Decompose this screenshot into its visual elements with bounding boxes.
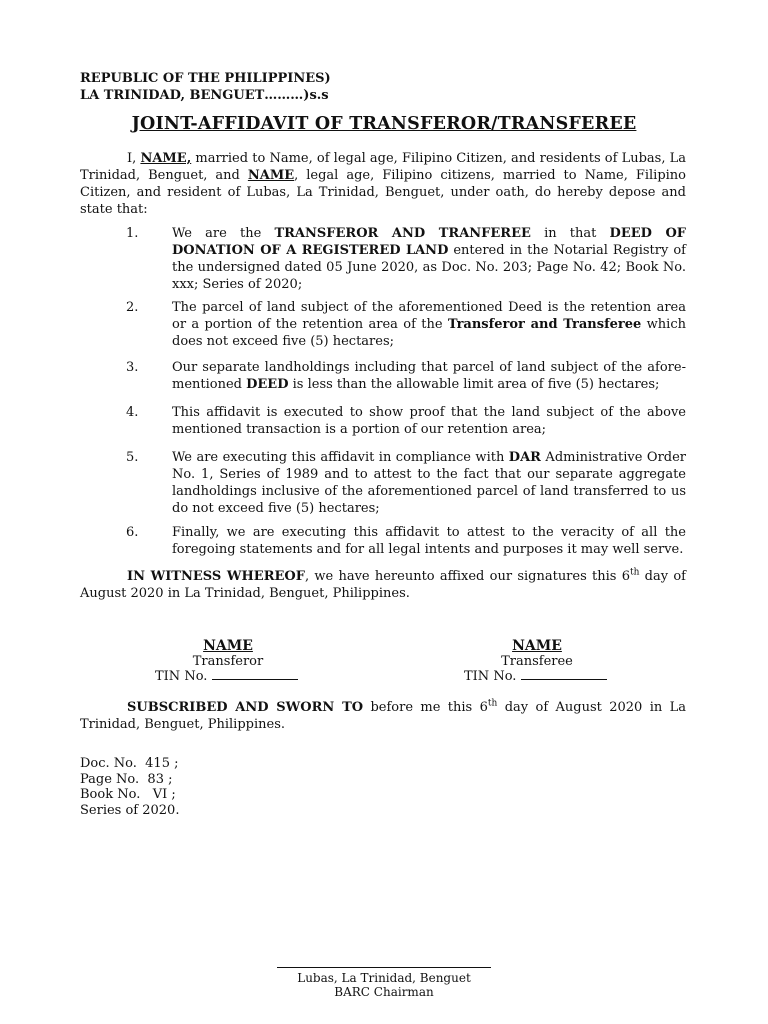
item-number: 1. xyxy=(126,226,139,241)
affiant-name-1: NAME, xyxy=(140,151,192,166)
witness-text-1: , we have hereunto affixed our signatures this 6 xyxy=(304,569,630,584)
jurat-text-2: day of August 2020 in La Trinidad, Benguet, Philippines. xyxy=(80,700,687,732)
transferor-tin xyxy=(155,669,298,684)
item-text-part: entered in the Notarial Registry of the undersigned dated 05 June 2020, as Doc. No. 203; Page No. 42; Book No. xxx; Series of 2020; xyxy=(172,243,686,292)
transferor-signature-block xyxy=(178,638,278,670)
registry-page-no: Page No. 83 ; xyxy=(80,771,173,787)
item-text xyxy=(172,449,686,517)
jurat-bold: SUBSCRIBED AND SWORN TO xyxy=(127,700,364,715)
item-bold-text: TRANSFEROR AND TRANFEREE xyxy=(274,226,531,241)
jurat-ordinal: th xyxy=(487,698,498,709)
affiant-name-2: NAME xyxy=(247,168,295,183)
barc-chairman-signature-block xyxy=(277,967,491,999)
item-text-part: in that xyxy=(530,226,610,241)
list-item-2 xyxy=(80,299,686,350)
transferee-signature-block xyxy=(487,638,587,670)
barc-location: Lubas, La Trinidad, Benguet xyxy=(297,971,471,985)
transferor-name: NAME xyxy=(203,638,253,654)
intro-text-1: I, xyxy=(127,151,141,166)
transferee-tin xyxy=(464,669,607,684)
list-item-6 xyxy=(80,524,686,558)
item-text xyxy=(172,359,686,393)
item-text xyxy=(172,404,686,438)
tin-blank-line xyxy=(521,669,607,680)
tin-blank-line xyxy=(212,669,298,680)
witness-ordinal: th xyxy=(629,567,640,578)
witness-bold: IN WITNESS WHEREOF xyxy=(127,569,305,584)
item-text-part: Our separate landholdings including that parcel of land subject of the afore-mentioned xyxy=(172,360,686,392)
barc-title: BARC Chairman xyxy=(334,985,434,999)
document-title: JOINT-AFFIDAVIT OF TRANSFEROR/TRANSFEREE xyxy=(131,114,637,134)
transferee-role: Transferee xyxy=(501,654,573,669)
list-item-3 xyxy=(80,359,686,393)
item-number: 2. xyxy=(126,300,139,315)
intro-text-2: married to Name, of legal age, Filipino Citizen, and residents of Lubas, La Trinidad, Benguet, and xyxy=(80,151,687,183)
item-text-part: Administrative Order No. 1, Series of 1989 and to attest to the fact that our separate aggregate landholdings inclusive of the aforementioned parcel of land transferred to us do not exceed five (5) hectares; xyxy=(172,450,687,516)
item-bold-text: DEED OF DONATION OF A REGISTERED LAND xyxy=(172,226,687,258)
item-text xyxy=(172,524,686,558)
transferee-name: NAME xyxy=(512,638,562,654)
venue-header xyxy=(80,70,331,104)
item-bold-text: Transferor and Transferee xyxy=(447,317,642,332)
intro-paragraph xyxy=(80,150,686,218)
item-text-part: This affidavit is executed to show proof that the land subject of the above mentioned transaction is a portion of our retention area; xyxy=(172,405,686,437)
witness-paragraph xyxy=(80,568,686,602)
item-bold-text: DEED xyxy=(246,377,289,392)
item-number: 6. xyxy=(126,525,139,540)
item-text-part: We are the xyxy=(172,226,275,241)
list-item-1 xyxy=(80,225,686,293)
venue-country: REPUBLIC OF THE PHILIPPINES) xyxy=(80,71,331,86)
tin-label: TIN No. xyxy=(464,669,517,684)
transferor-role: Transferor xyxy=(192,654,264,669)
list-item-5 xyxy=(80,449,686,517)
list-item-4 xyxy=(80,404,686,438)
item-text-part: The parcel of land subject of the aforementioned Deed is the retention area or a portion of the retention area of the xyxy=(172,300,686,332)
item-text-part: which does not exceed five (5) hectares; xyxy=(172,317,686,349)
registry-doc-no: Doc. No. 415 ; xyxy=(80,756,179,771)
item-number: 5. xyxy=(126,450,139,465)
jurat-text-1: before me this 6 xyxy=(363,700,488,715)
registry-series: Series of 2020. xyxy=(80,802,180,818)
tin-label: TIN No. xyxy=(155,669,208,684)
item-text-part: is less than the allowable limit area of five (5) hectares; xyxy=(288,377,660,392)
intro-text-3: , legal age, Filipino citizens, married to Name, Filipino Citizen, and resident of Lubas, La Trinidad, Benguet, under oath, do hereby depose and state that: xyxy=(80,168,686,217)
item-text xyxy=(172,225,686,293)
item-bold-text: DAR xyxy=(508,450,541,465)
witness-text-2: day of August 2020 in La Trinidad, Benguet, Philippines. xyxy=(80,569,686,601)
registry-book-no: Book No. VI ; xyxy=(80,787,176,802)
item-text xyxy=(172,299,686,350)
notarial-registry xyxy=(80,756,179,818)
jurat-paragraph xyxy=(80,699,686,733)
item-number: 3. xyxy=(126,360,139,375)
item-number: 4. xyxy=(126,405,139,420)
item-text-part: We are executing this affidavit in compliance with xyxy=(172,450,509,465)
item-text-part: Finally, we are executing this affidavit to attest to the veracity of all the foregoing statements and for all legal intents and purposes it may well serve. xyxy=(172,525,686,557)
venue-locality: LA TRINIDAD, BENGUET………)s.s xyxy=(80,88,329,103)
